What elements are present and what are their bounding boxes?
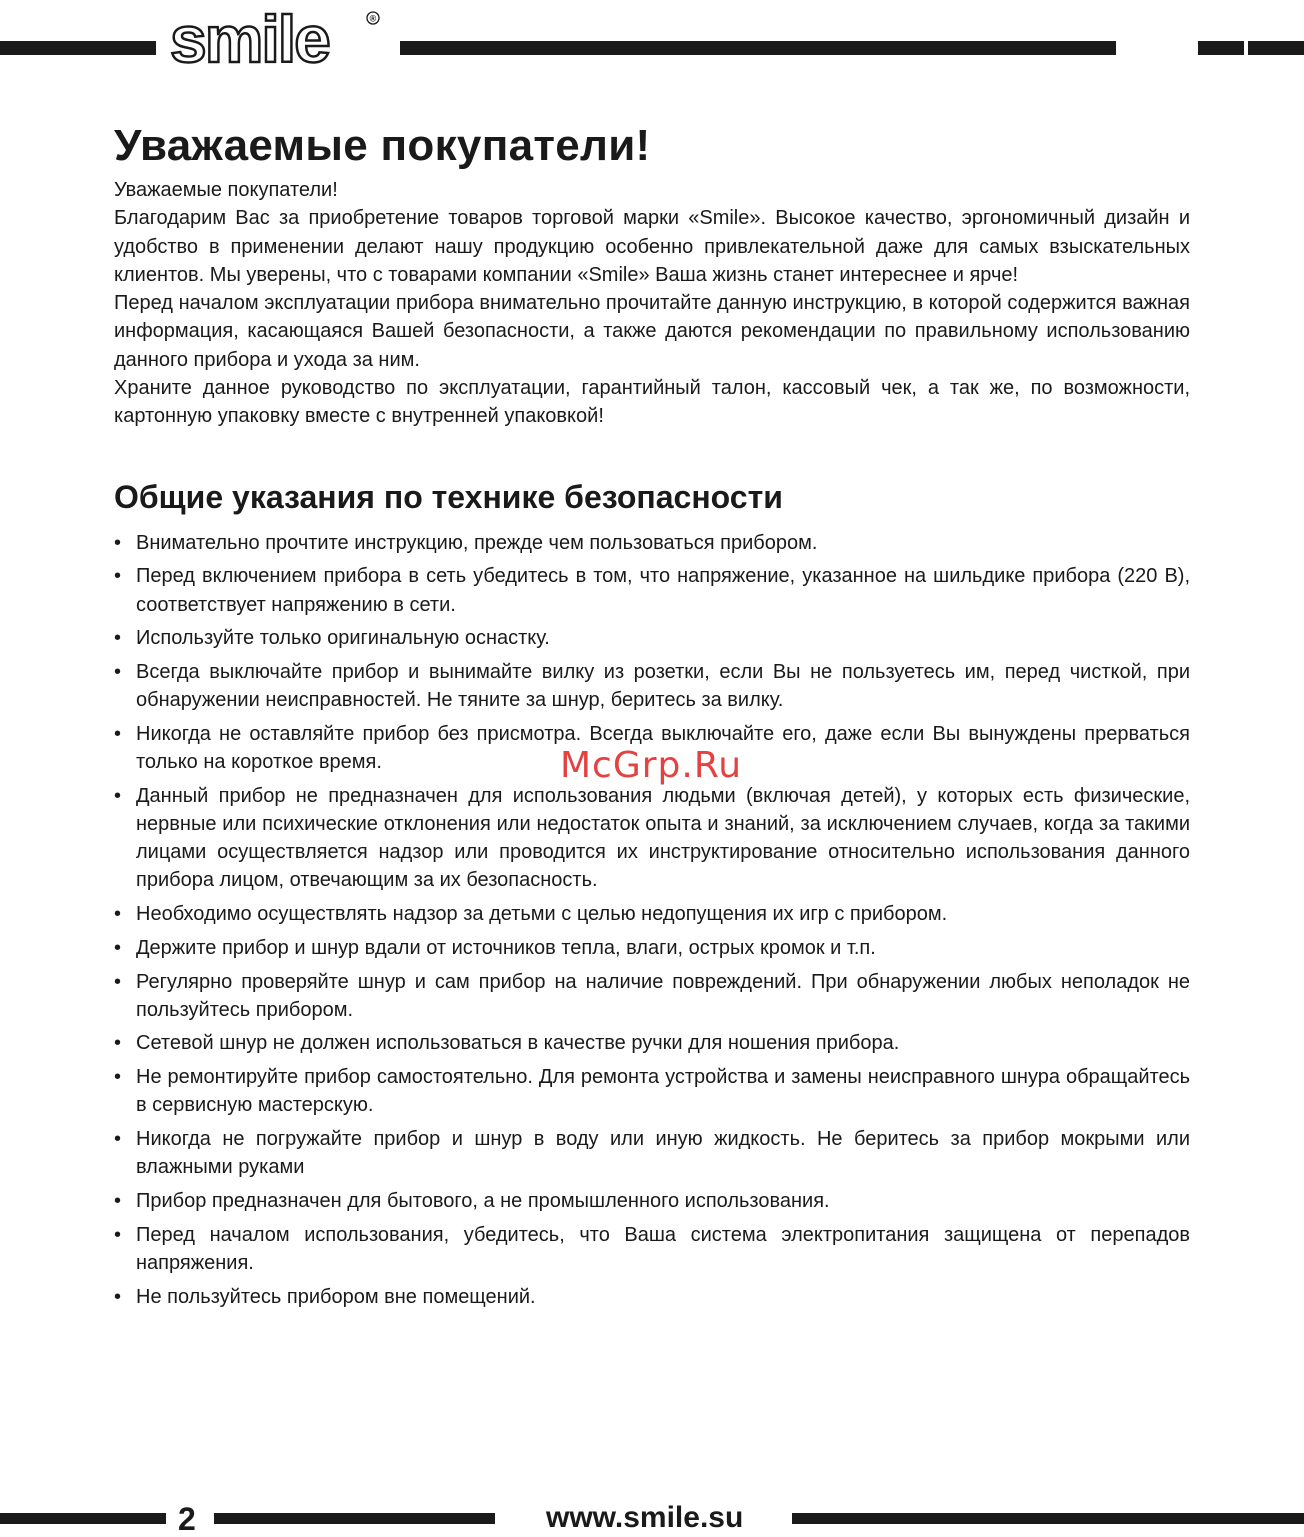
- bullet: •: [114, 531, 122, 554]
- bullet: •: [114, 970, 122, 993]
- bullet: •: [114, 903, 122, 926]
- safety-item: [114, 782, 1190, 895]
- intro-text: [114, 176, 1190, 431]
- logo-wordmark: smile: [170, 4, 329, 68]
- safety-item-text: Регулярно проверяйте шнур и сам прибор на наличие повреждений. При обнаружении любых неполадок не пользуйтесь прибором.: [136, 970, 1190, 1021]
- safety-item-text: Внимательно прочтите инструкцию, прежде чем пользоваться прибором.: [136, 531, 818, 554]
- safety-item-text: Сетевой шнур не должен использоваться в качестве ручки для ношения прибора.: [136, 1032, 900, 1055]
- bullet: •: [114, 627, 122, 650]
- safety-item: [114, 1221, 1190, 1277]
- intro-paragraph: Перед началом эксплуатации прибора внимательно прочитайте данную инструкцию, в которой содержится важная информация, касающаяся Вашей безопасности, а также даются рекомендации по правильному использованию данного прибора и ухода за ним.: [114, 292, 1190, 371]
- safety-item-text: Данный прибор не предназначен для использования людьми (включая детей), у которых есть физические, нервные или психические отклонения или недостаток опыта и знаний, за исключением случаев, когда за такими лицами осуществляется надзор или проводится их инструктирование относительно использования данного прибора лицом, отвечающим за их безопасность.: [136, 784, 1190, 892]
- safety-item-text: Необходимо осуществлять надзор за детьми с целью недопущения их игр с прибором.: [136, 903, 948, 926]
- bullet: •: [114, 1285, 122, 1308]
- safety-item-text: Не ремонтируйте прибор самостоятельно. Для ремонта устройства и замены неисправного шнура обращайтесь в сервисную мастерскую.: [136, 1066, 1190, 1117]
- safety-item: [114, 968, 1190, 1024]
- safety-item-text: Держите прибор и шнур вдали от источников тепла, влаги, острых кромок и т.п.: [136, 936, 876, 959]
- safety-item-text: Никогда не погружайте прибор и шнур в воду или иную жидкость. Не беритесь за прибор мокрыми или влажными руками: [136, 1128, 1190, 1179]
- bullet: •: [114, 1032, 122, 1055]
- safety-item: [114, 529, 1190, 557]
- safety-item: [114, 562, 1190, 618]
- safety-item: [114, 658, 1190, 714]
- bullet: •: [114, 1189, 122, 1212]
- intro-title: Уважаемые покупатели!: [114, 121, 651, 170]
- safety-item-text: Используйте только оригинальную оснастку.: [136, 627, 550, 650]
- website-link[interactable]: www.smile.su: [546, 1501, 744, 1534]
- intro-paragraph: Храните данное руководство по эксплуатации, гарантийный талон, кассовый чек, а так же, по возможности, картонную упаковку вместе с внутренней упаковкой!: [114, 377, 1190, 428]
- safety-item-text: Всегда выключайте прибор и вынимайте вилку из розетки, если Вы не пользуетесь им, перед чисткой, при обнаружении неисправностей. Не тяните за шнур, беритесь за вилку.: [136, 660, 1190, 712]
- page-number: 2: [178, 1501, 196, 1537]
- safety-item: [114, 1283, 1190, 1311]
- safety-item: [114, 1125, 1190, 1181]
- footer-rule-middle: [214, 1513, 495, 1524]
- safety-item: [114, 934, 1190, 962]
- safety-section: [114, 477, 1190, 1311]
- bullet: •: [114, 936, 122, 959]
- safety-item: [114, 1187, 1190, 1215]
- safety-item: [114, 900, 1190, 928]
- safety-list: [114, 529, 1190, 1311]
- bullet: •: [114, 1066, 122, 1089]
- header-rule-middle: [400, 41, 1116, 55]
- bullet: •: [114, 722, 122, 745]
- registered-mark: ®: [369, 13, 377, 24]
- bullet: •: [114, 784, 122, 807]
- safety-item: [114, 624, 1190, 652]
- safety-item: [114, 1063, 1190, 1119]
- safety-item-text: Перед началом использования, убедитесь, что Ваша система электропитания защищена от перепадов напряжения.: [136, 1223, 1190, 1274]
- bullet: •: [114, 1223, 122, 1246]
- header-rule-left: [0, 41, 156, 55]
- safety-title: Общие указания по технике безопасности: [114, 478, 783, 515]
- safety-item-text: Перед включением прибора в сеть убедитесь в том, что напряжение, указанное на шильдике прибора (220 В), соответствует напряжению в сети.: [136, 565, 1190, 616]
- header-rule-right-a: [1198, 41, 1244, 55]
- intro-paragraph: Благодарим Вас за приобретение товаров торговой марки «Smile». Высокое качество, эргономичный дизайн и удобство в применении делают нашу продукцию особенно привлекательной даже для самых взыскательных клиентов. Мы уверены, что с товарами компании «Smile» Ваша жизнь станет интереснее и ярче!: [114, 207, 1190, 286]
- bullet: •: [114, 660, 122, 683]
- safety-item: [114, 1029, 1190, 1057]
- safety-item-text: Прибор предназначен для бытового, а не промышленного использования.: [136, 1189, 830, 1212]
- watermark: McGrp.Ru: [560, 745, 743, 786]
- safety-item-text: Не пользуйтесь прибором вне помещений.: [136, 1285, 536, 1308]
- intro-greeting: Уважаемые покупатели!: [114, 179, 338, 201]
- header-rule-right-b: [1248, 41, 1304, 55]
- bullet: •: [114, 565, 122, 588]
- footer-rule-left: [0, 1513, 166, 1524]
- footer-rule-right: [792, 1513, 1304, 1524]
- safety-item-text: Никогда не оставляйте прибор без присмотра. Всегда выключайте его, даже если Вы вынуждены прерваться только на короткое время.: [136, 722, 1190, 774]
- page-content: [114, 118, 1190, 1316]
- bullet: •: [114, 1128, 122, 1151]
- smile-logo: [168, 4, 382, 68]
